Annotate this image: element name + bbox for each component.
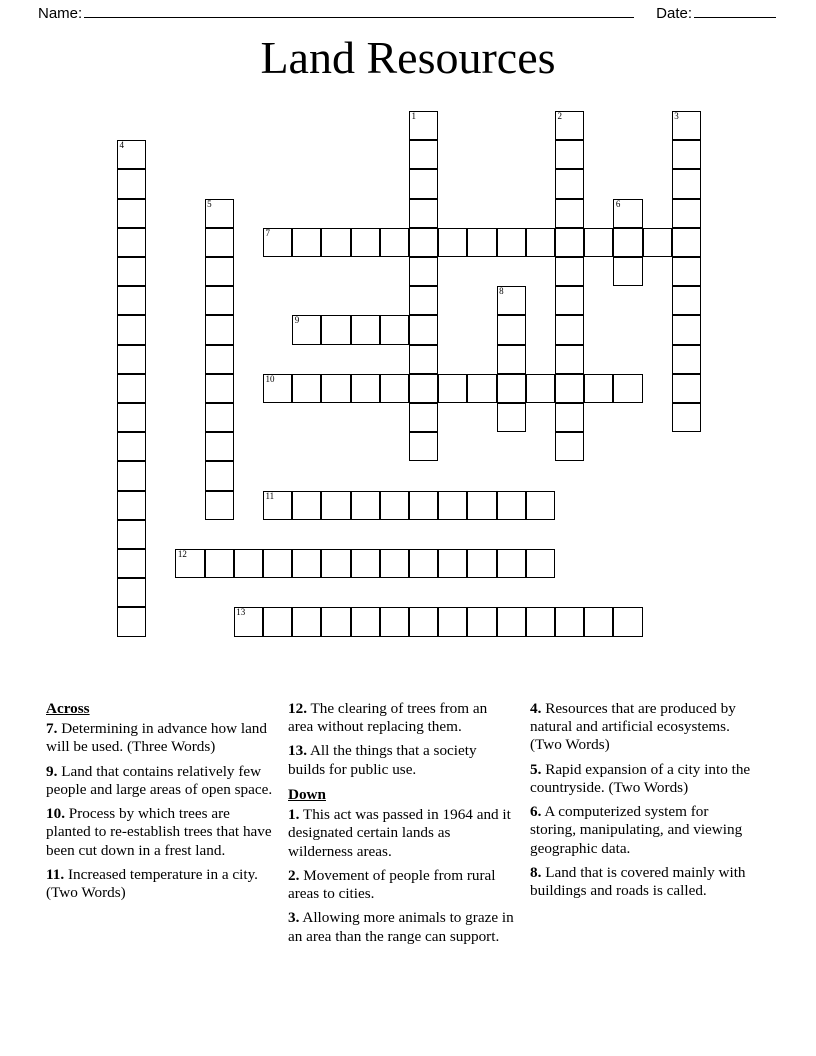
crossword-cell[interactable] (263, 549, 292, 578)
clue-number: 2. (288, 866, 300, 884)
crossword-cell[interactable] (613, 228, 642, 257)
crossword-cell[interactable] (409, 491, 438, 520)
crossword-cell[interactable] (263, 374, 292, 403)
crossword-cell[interactable] (672, 345, 701, 374)
crossword-cell[interactable] (672, 286, 701, 315)
page-title: Land Resources (260, 32, 556, 83)
crossword-cell[interactable] (672, 403, 701, 432)
clue-column-2 (288, 700, 530, 952)
crossword-cell[interactable] (117, 520, 146, 549)
crossword-cell-number: 6 (615, 198, 621, 209)
crossword-cell-number: 4 (119, 140, 124, 151)
crossword-cell[interactable] (467, 228, 496, 257)
crossword-cell[interactable] (205, 315, 234, 344)
crossword-cell[interactable] (117, 432, 146, 461)
crossword-cell[interactable] (555, 257, 584, 286)
crossword-cell-number: 7 (265, 227, 270, 238)
crossword-cell[interactable] (497, 549, 526, 578)
clue-text: Allowing more animals to graze in an area than the range can support. (288, 909, 514, 945)
crossword-cell[interactable] (321, 374, 350, 403)
clue-down-4 (530, 700, 758, 755)
crossword-cell[interactable] (672, 199, 701, 228)
crossword-cell[interactable] (613, 199, 642, 228)
crossword-cell[interactable] (321, 315, 350, 344)
crossword-cell[interactable] (380, 549, 409, 578)
crossword-cell-number: 1 (411, 111, 416, 121)
crossword-cell[interactable] (613, 374, 642, 403)
crossword-cell[interactable] (380, 607, 409, 636)
crossword-cell[interactable] (380, 374, 409, 403)
crossword-cell[interactable] (672, 140, 701, 169)
clue-number: 10. (46, 805, 65, 823)
crossword-cell[interactable] (672, 315, 701, 344)
crossword-cell-number: 10 (265, 373, 275, 384)
crossword-cell[interactable] (526, 374, 555, 403)
crossword-cell[interactable] (584, 607, 613, 636)
crossword-cell[interactable] (117, 578, 146, 607)
crossword-cell-number: 2 (557, 111, 562, 121)
crossword-cell[interactable] (467, 374, 496, 403)
crossword-cell[interactable] (117, 315, 146, 344)
clue-text: Increased temperature in a city. (Two Words) (46, 865, 258, 902)
date-label: Date: (656, 5, 692, 22)
crossword-cell[interactable] (643, 228, 672, 257)
clue-text: A computerized system for storing, manipulating, and viewing geographic data. (530, 803, 743, 857)
crossword-cell[interactable] (380, 315, 409, 344)
clue-down-6 (530, 803, 758, 858)
crossword-cell[interactable] (497, 345, 526, 374)
crossword-cell[interactable] (351, 491, 380, 520)
crossword-cell[interactable] (117, 549, 146, 578)
crossword-cell[interactable] (497, 607, 526, 636)
crossword-cell[interactable] (438, 374, 467, 403)
clue-number: 3. (288, 909, 300, 927)
name-label: Name: (38, 5, 83, 22)
clue-down-5 (530, 761, 758, 797)
crossword-cell[interactable] (497, 374, 526, 403)
crossword-cell[interactable] (438, 549, 467, 578)
crossword-cell[interactable] (438, 607, 467, 636)
crossword-cell[interactable] (526, 491, 555, 520)
crossword-cell[interactable] (351, 549, 380, 578)
crossword-cell[interactable] (117, 403, 146, 432)
clue-text: Land that contains relatively few people and large areas of open space. (46, 762, 273, 798)
crossword-cell[interactable] (409, 345, 438, 374)
clue-number: 5. (530, 760, 542, 778)
crossword-cell[interactable] (205, 199, 234, 228)
crossword-cell[interactable] (380, 491, 409, 520)
crossword-cell[interactable] (613, 257, 642, 286)
crossword-cell[interactable] (321, 549, 350, 578)
crossword-cell-number: 12 (177, 549, 187, 559)
crossword-cell-number: 3 (674, 111, 679, 121)
crossword-cell[interactable] (409, 403, 438, 432)
crossword-cell[interactable] (555, 345, 584, 374)
date-write-in-line[interactable] (694, 4, 776, 18)
crossword-cell[interactable] (117, 374, 146, 403)
clue-column-3 (530, 700, 772, 906)
clue-text: Land that is covered mainly with buildings and roads is called. (530, 863, 746, 900)
clue-text: Process by which trees are planted to re-establish trees that have been cut down in a frest land. (46, 805, 272, 859)
crossword-cell[interactable] (117, 286, 146, 315)
crossword-cell[interactable] (234, 549, 263, 578)
clue-text: This act was passed in 1964 and it designated certain lands as wilderness areas. (288, 806, 511, 860)
clue-text: Rapid expansion of a city into the countryside. (Two Words) (530, 760, 751, 796)
down-heading: Down (288, 785, 326, 803)
crossword-cell[interactable] (497, 491, 526, 520)
crossword-cell[interactable] (117, 607, 146, 636)
crossword-cell[interactable] (555, 199, 584, 228)
crossword-cell[interactable] (117, 345, 146, 374)
crossword-cell[interactable] (555, 315, 584, 344)
crossword-cell[interactable] (467, 549, 496, 578)
clue-number: 4. (530, 700, 542, 717)
clue-down-1 (288, 806, 516, 861)
crossword-cell[interactable] (409, 257, 438, 286)
crossword-cell[interactable] (526, 607, 555, 636)
crossword-cell[interactable] (555, 607, 584, 636)
crossword-cell[interactable] (117, 169, 146, 198)
crossword-cell[interactable] (555, 374, 584, 403)
crossword-cell[interactable] (613, 607, 642, 636)
clue-number: 9. (46, 762, 58, 780)
clue-number: 1. (288, 806, 300, 824)
name-date-row (0, 0, 816, 26)
crossword-cell[interactable] (526, 228, 555, 257)
clue-number: 11. (46, 865, 65, 883)
crossword-cell[interactable] (205, 432, 234, 461)
crossword-cell-number: 13 (236, 607, 246, 618)
crossword-cell[interactable] (672, 257, 701, 286)
clue-across-13 (288, 742, 516, 778)
crossword-cell[interactable] (467, 607, 496, 636)
crossword-cell[interactable] (263, 491, 292, 520)
crossword-cell[interactable] (263, 607, 292, 636)
crossword-cell[interactable] (205, 491, 234, 520)
crossword-cell[interactable] (555, 140, 584, 169)
crossword-cell[interactable] (292, 549, 321, 578)
clue-across-12 (288, 700, 516, 736)
crossword-cell[interactable] (117, 199, 146, 228)
crossword-grid (117, 111, 717, 651)
crossword-cell[interactable] (555, 111, 584, 140)
crossword-cell[interactable] (672, 374, 701, 403)
clue-text: Resources that are produced by natural and artificial ecosystems. (Two Words) (530, 700, 736, 754)
crossword-cell-number: 11 (265, 490, 275, 501)
crossword-cell[interactable] (555, 169, 584, 198)
crossword-cell[interactable] (409, 549, 438, 578)
crossword-cell[interactable] (672, 169, 701, 198)
crossword-cell[interactable] (526, 549, 555, 578)
clue-number: 12. (288, 700, 307, 717)
crossword-cell[interactable] (117, 491, 146, 520)
crossword-cell[interactable] (321, 228, 350, 257)
crossword-cell[interactable] (205, 403, 234, 432)
crossword-cell[interactable] (380, 228, 409, 257)
crossword-cell[interactable] (321, 607, 350, 636)
crossword-cell[interactable] (351, 315, 380, 344)
clue-text: All the things that a society builds for public use. (288, 742, 477, 778)
crossword-cell[interactable] (497, 315, 526, 344)
crossword-cell[interactable] (409, 374, 438, 403)
clue-number: 6. (530, 803, 542, 821)
crossword-cell[interactable] (672, 111, 701, 140)
crossword-cell[interactable] (409, 169, 438, 198)
crossword-cell[interactable] (584, 374, 613, 403)
crossword-cell[interactable] (497, 228, 526, 257)
crossword-cell[interactable] (292, 374, 321, 403)
crossword-cell[interactable] (497, 286, 526, 315)
name-write-in-line[interactable] (84, 4, 634, 18)
crossword-cell[interactable] (205, 286, 234, 315)
crossword-cell[interactable] (409, 140, 438, 169)
crossword-cell[interactable] (438, 228, 467, 257)
crossword-cell[interactable] (409, 607, 438, 636)
clues-section (46, 700, 772, 952)
clue-number: 8. (530, 863, 542, 881)
clue-across-10 (46, 805, 274, 860)
crossword-cell[interactable] (467, 491, 496, 520)
crossword-cell[interactable] (205, 228, 234, 257)
crossword-cell[interactable] (497, 403, 526, 432)
crossword-cell[interactable] (409, 199, 438, 228)
clue-across-9 (46, 763, 274, 799)
clue-down-8 (530, 864, 758, 900)
crossword-cell[interactable] (672, 228, 701, 257)
crossword-cell[interactable] (292, 491, 321, 520)
clue-down-3 (288, 909, 516, 945)
crossword-cell[interactable] (351, 228, 380, 257)
across-heading: Across (46, 700, 90, 717)
clue-column-1 (46, 700, 288, 908)
crossword-cell[interactable] (292, 607, 321, 636)
crossword-cell[interactable] (409, 286, 438, 315)
crossword-cell[interactable] (117, 140, 146, 169)
clue-number: 7. (46, 720, 58, 738)
clue-text: Determining in advance how land will be used. (Three Words) (46, 720, 267, 756)
crossword-cell[interactable] (117, 257, 146, 286)
crossword-cell-number: 8 (499, 286, 504, 297)
crossword-cell[interactable] (409, 432, 438, 461)
clue-text: The clearing of trees from an area without replacing them. (288, 700, 488, 736)
crossword-cell[interactable] (292, 315, 321, 344)
crossword-cell[interactable] (438, 491, 467, 520)
crossword-cell[interactable] (409, 228, 438, 257)
crossword-cell[interactable] (292, 228, 321, 257)
crossword-cell-number: 5 (207, 198, 212, 209)
crossword-cell[interactable] (555, 432, 584, 461)
crossword-cell[interactable] (205, 461, 234, 490)
crossword-cell[interactable] (205, 549, 234, 578)
crossword-cell[interactable] (205, 257, 234, 286)
clue-across-11 (46, 866, 274, 902)
crossword-cell[interactable] (555, 286, 584, 315)
crossword-cell[interactable] (117, 461, 146, 490)
crossword-cell[interactable] (321, 491, 350, 520)
crossword-cell-number: 9 (294, 315, 300, 326)
crossword-cell[interactable] (263, 228, 292, 257)
crossword-cell[interactable] (555, 403, 584, 432)
crossword-cell[interactable] (117, 228, 146, 257)
crossword-cell[interactable] (351, 374, 380, 403)
clue-across-7 (46, 720, 274, 756)
crossword-cell[interactable] (351, 607, 380, 636)
crossword-cell[interactable] (175, 549, 204, 578)
clue-down-2 (288, 867, 516, 903)
clue-text: Movement of people from rural areas to cities. (288, 866, 496, 903)
crossword-cell[interactable] (584, 228, 613, 257)
crossword-cell[interactable] (234, 607, 263, 636)
clue-number: 13. (288, 742, 307, 760)
crossword-cell[interactable] (409, 315, 438, 344)
crossword-cell[interactable] (205, 374, 234, 403)
crossword-cell[interactable] (409, 111, 438, 140)
crossword-cell[interactable] (205, 345, 234, 374)
crossword-cell[interactable] (555, 228, 584, 257)
